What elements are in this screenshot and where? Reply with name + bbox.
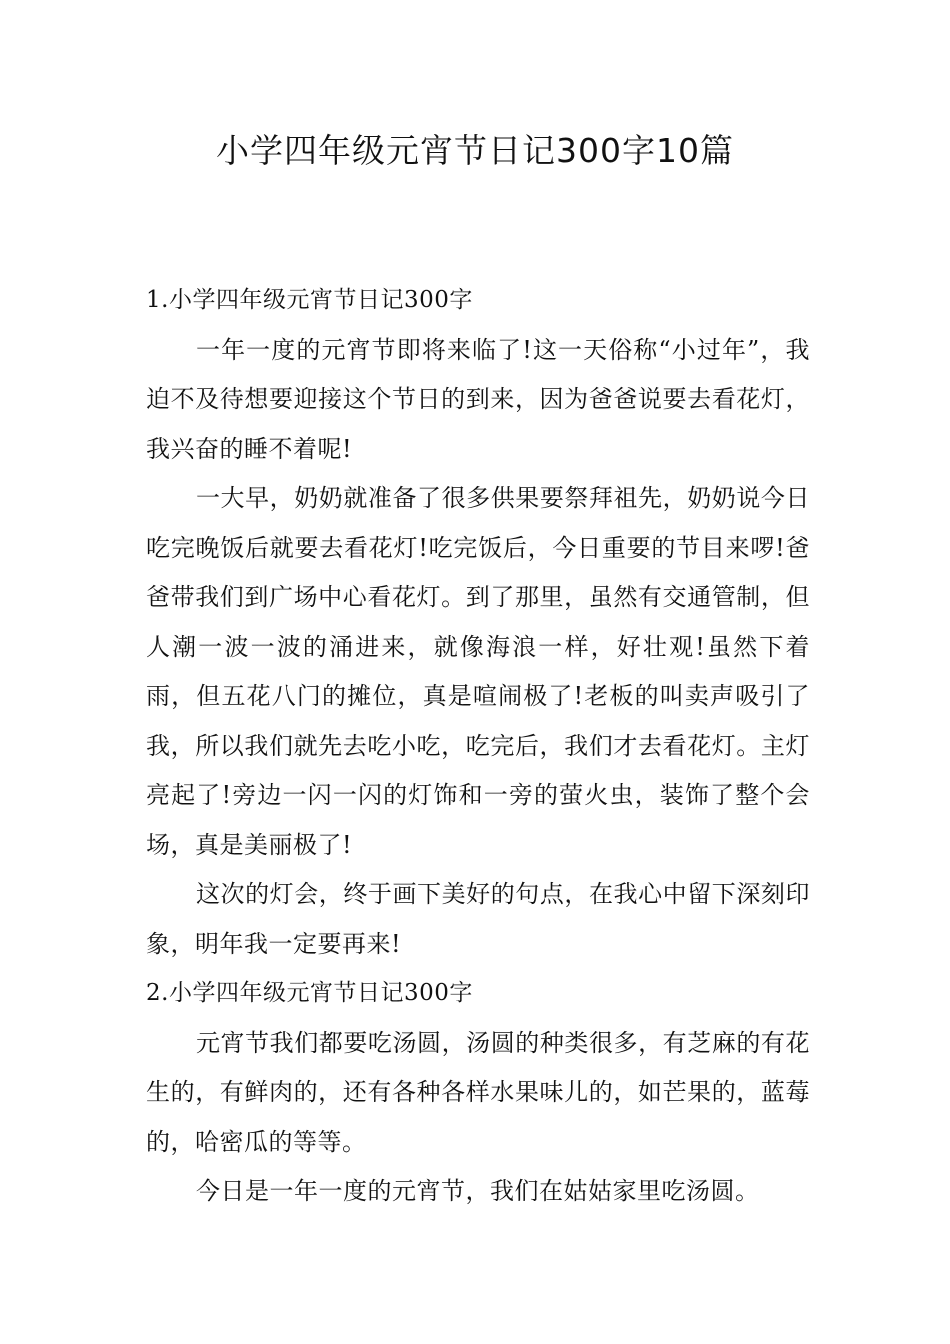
paragraph: 元宵节我们都要吃汤圆，汤圆的种类很多，有芝麻的有花生的，有鲜肉的，还有各种各样水果味儿的，如芒果的，蓝莓的，哈密瓜的等等。 — [146, 1028, 810, 1156]
diary-section-2 — [146, 969, 810, 1217]
paragraph: 今日是一年一度的元宵节，我们在姑姑家里吃汤圆。 — [196, 1177, 760, 1205]
section-heading: 1.小学四年级元宵节日记300字 — [146, 287, 473, 313]
paragraph: 这次的灯会，终于画下美好的句点，在我心中留下深刻印象，明年我一定要再来! — [146, 880, 810, 958]
section-heading: 2.小学四年级元宵节日记300字 — [146, 980, 473, 1006]
diary-section-1 — [146, 276, 810, 969]
paragraph: 一年一度的元宵节即将来临了!这一天俗称“小过年”，我迫不及待想要迎接这个节日的到来，因为爸爸说要去看花灯，我兴奋的睡不着呢! — [146, 335, 810, 463]
document-body — [146, 276, 810, 1217]
document-title: 小学四年级元宵节日记300字10篇 — [216, 131, 734, 170]
paragraph: 一大早，奶奶就准备了很多供果要祭拜祖先，奶奶说今日吃完晚饭后就要去看花灯!吃完饭后，今日重要的节目来啰!爸爸带我们到广场中心看花灯。到了那里，虽然有交通管制，但人潮一波一波的涌进来，就像海浪一样，好壮观!虽然下着雨，但五花八门的摊位，真是喧闹极了!老板的叫卖声吸引了我，所以我们就先去吃小吃，吃完后，我们才去看花灯。主灯亮起了!旁边一闪一闪的灯饰和一旁的萤火虫，装饰了整个会场，真是美丽极了! — [146, 484, 810, 859]
